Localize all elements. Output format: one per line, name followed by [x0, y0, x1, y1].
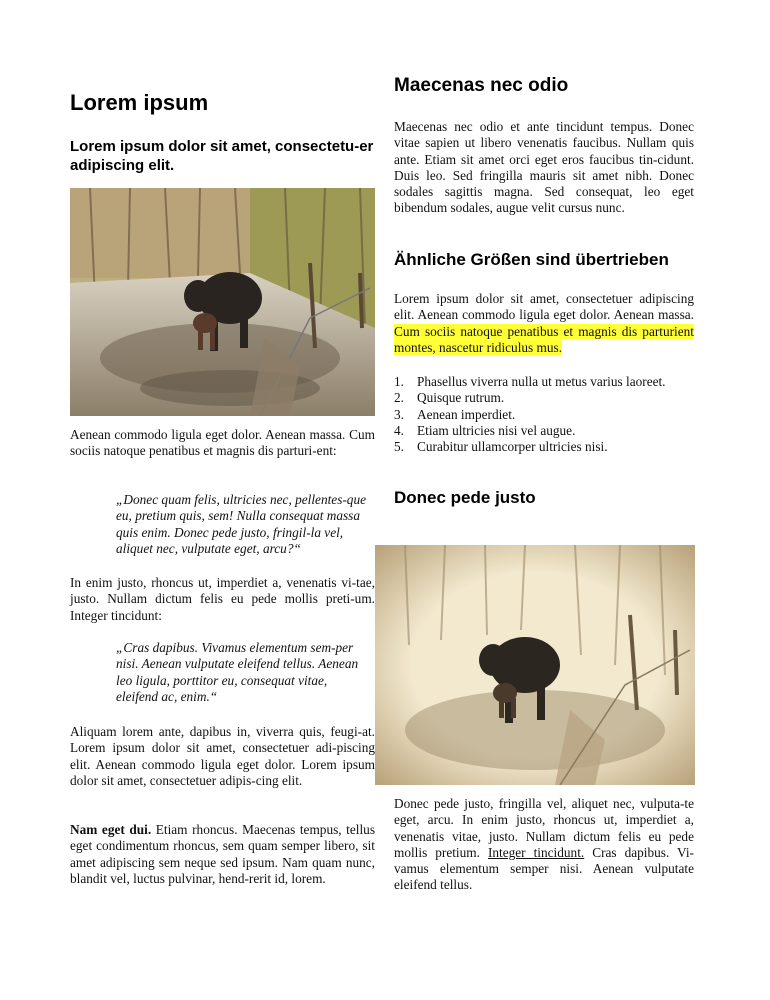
left-paragraph-1: Aenean commodo ligula eget dolor. Aenean massa. Cum sociis natoque penatibus et magnis dis parturi-ent:	[70, 427, 375, 459]
integer-tincidunt-link[interactable]: Integer tincidunt.	[487, 844, 585, 860]
right-paragraph-3-text-a: Donec pede justo, fringilla vel, aliquet nec, vulputa-te eget, arcu. In enim justo, rhoncus ut, imperdiet a, venenatis vitae, justo. Nullam dictum felis eu pede mollis pretium.	[394, 796, 694, 860]
right-paragraph-2	[394, 291, 694, 356]
subtitle: Lorem ipsum dolor sit amet, consectetu-er adipiscing elit.	[70, 138, 374, 174]
list-text: Aenean imperdiet.	[417, 406, 516, 422]
left-paragraph-4	[70, 822, 375, 887]
list-text: Etiam ultricies nisi vel augue.	[417, 422, 576, 438]
right-paragraph-3-text-b: Cras dapibus. Vi-vamus elementum semper nisi. Aenean vulputate eleifend tellus.	[394, 844, 694, 893]
list-item	[394, 439, 694, 455]
right-paragraph-3	[394, 796, 694, 894]
list-number: 3.	[394, 406, 404, 422]
cow-photo-sepia-graphic	[375, 545, 695, 785]
numbered-list	[394, 374, 694, 455]
left-paragraph-4-text: Etiam rhoncus. Maecenas tempus, tellus eget condimentum rhoncus, sem quam semper libero, sit amet adipiscing sem neque sed ipsum. Nam quam nunc, blandit vel, luctus pulvinar, hend-rerit id, lorem.	[70, 822, 375, 886]
heading-maecenas: Maecenas nec odio	[394, 75, 569, 96]
cow-photo-sepia	[375, 545, 695, 785]
list-text: Quisque rutrum.	[417, 390, 505, 406]
cow-photo-color-graphic	[70, 188, 375, 416]
list-number: 1.	[394, 374, 404, 389]
list-text: Phasellus viverra nulla ut metus varius laoreet.	[417, 374, 666, 389]
list-item	[394, 374, 694, 390]
left-quote-1: „Donec quam felis, ultricies nec, pellentes-que eu, pretium quis, sem! Nulla consequat massa quis enim. Donec pede justo, fringil-la vel, aliquet nec, vulputate eget, arcu?“	[116, 492, 366, 556]
highlighted-text: Cum sociis natoque penatibus et magnis dis parturient montes, nascetur ridiculus mus.	[394, 323, 694, 355]
left-quote-2: „Cras dapibus. Vivamus elementum sem-per nisi. Aenean vulputate eleifend tellus. Aenean leo ligula, porttitor eu, consequat vitae, eleifend ac, enim.“	[116, 640, 359, 704]
left-paragraph-3: Aliquam lorem ante, dapibus in, viverra quis, feugi-at. Lorem ipsum dolor sit amet, consectetuer adi-piscing elit. Aenean commodo ligula eget dolor. Lorem ipsum dolor sit amet, consectetuer adipis-cing elit.	[70, 724, 375, 788]
left-paragraph-2: In enim justo, rhoncus ut, imperdiet a, venenatis vi-tae, justo. Nullam dictum felis eu pede mollis preti-um. Integer tincidunt:	[70, 575, 375, 623]
heading-donec: Donec pede justo	[394, 488, 536, 507]
list-item	[394, 423, 694, 439]
list-item	[394, 390, 694, 406]
list-number: 2.	[394, 390, 404, 406]
list-item	[394, 407, 694, 423]
list-number: 5.	[394, 439, 404, 455]
list-number: 4.	[394, 422, 404, 438]
right-paragraph-1: Maecenas nec odio et ante tincidunt tempus. Donec vitae sapien ut libero venenatis faucibus. Nullam quis ante. Etiam sit amet orci eget eros faucibus tin-cidunt. Duis leo. Sed fringilla mauris sit amet nibh. Donec sodales sagittis magna. Sed consequat, leo eget bibendum sodales, augue velit cursus nunc.	[394, 119, 694, 216]
heading-aehnliche: Ähnliche Größen sind übertrieben	[394, 250, 669, 269]
right-paragraph-2-text: Lorem ipsum dolor sit amet, consectetuer adipiscing elit. Aenean commodo ligula eget dolor. Aenean massa.	[394, 291, 694, 323]
list-text: Curabitur ullamcorper ultricies nisi.	[417, 439, 608, 455]
page-title: Lorem ipsum	[70, 90, 209, 115]
left-paragraph-4-bold: Nam eget dui.	[70, 822, 152, 837]
cow-photo-color	[70, 188, 375, 416]
